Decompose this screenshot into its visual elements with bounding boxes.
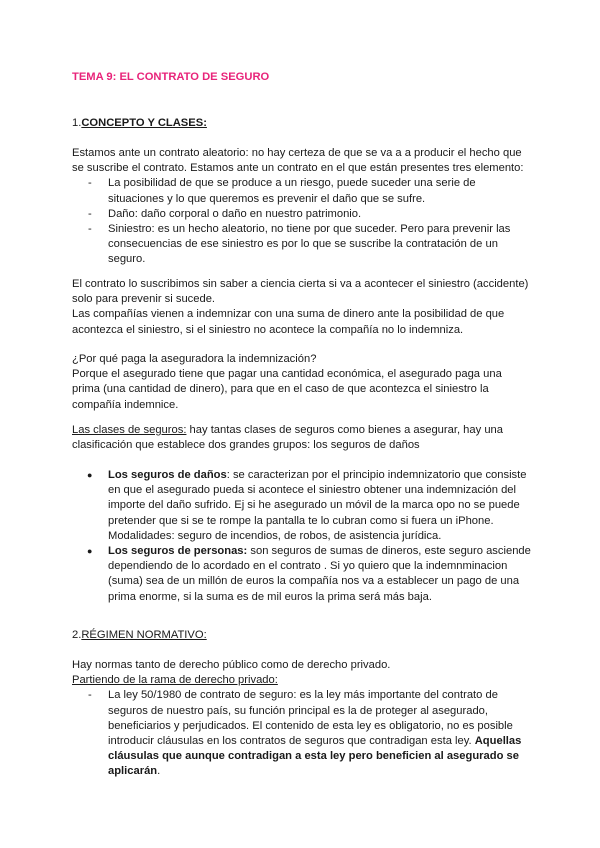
insurance-types-list xyxy=(72,468,532,605)
section-1-heading xyxy=(72,116,532,131)
bullet-text: son seguros de sumas de dineros, este seguro asciende dependiendo de lo acordado en el contrato . Si yo quiero que la indemnminacion (suma) sea de un millón de euros la compañía nos va a establecer un pago de una prima enorme, si la suma es de mil euros la prima será más baja. xyxy=(108,545,531,603)
item-text: La ley 50/1980 de contrato de seguro: es la ley más importante del contrato de seguros de nuestro país, su función principal es la de proteger al asegurado, beneficiarios y perjudicados. El contenido de esta ley es obligatorio, no es posible introducir cláusulas en los contratos de seguros que contradigan esta ley. xyxy=(108,689,513,748)
clases-label: Las clases de seguros: xyxy=(72,424,187,436)
question: ¿Por qué paga la aseguradora la indemnización? xyxy=(72,353,317,365)
section-2-title: RÉGIMEN NORMATIVO: xyxy=(81,629,207,641)
section-1-title: CONCEPTO Y CLASES: xyxy=(81,117,207,129)
clases-block xyxy=(72,423,532,453)
insurance-types-block xyxy=(72,468,532,605)
paragraph-block xyxy=(72,277,532,338)
subheading: Partiendo de la rama de derecho privado: xyxy=(72,674,278,687)
section-2-body xyxy=(72,658,532,780)
item-end: . xyxy=(157,765,161,778)
elements-list xyxy=(72,176,532,267)
section-2-number: 2. xyxy=(72,629,82,641)
paragraph: El contrato lo suscribimos sin saber a ciencia cierta si va a acontecer el siniestro (accidente) solo para prevenir si sucede. xyxy=(72,278,529,306)
normative-list xyxy=(72,688,532,779)
paragraph: Las compañías vienen a indemnizar con una suma de dinero ante la posibilidad de que acontezca el siniestro, si el siniestro no acontece la compañía no lo indemniza. xyxy=(72,308,505,336)
section-1-number: 1. xyxy=(72,117,82,129)
list-item xyxy=(72,468,532,544)
document-title: TEMA 9: EL CONTRATO DE SEGURO xyxy=(72,71,270,83)
list-item: - La posibilidad de que se produce a un riesgo, puede suceder una serie de situaciones y lo que queremos es prevenir el daño que se sufre. xyxy=(72,176,532,206)
list-item xyxy=(72,544,532,605)
list-item xyxy=(72,688,532,779)
list-item: - Daño: daño corporal o daño en nuestro patrimonio. xyxy=(72,207,532,222)
bullet-text: : se caracterizan por el principio indemnizatorio que consiste en que el asegurado pueda si acontece el siniestro obtener una indemnización del importe del daño sufrido. Ej si he asegurado un móvil de la marca opo no se puede pretender que si se te rompe la pantalla te lo cubran como si fuera un iPhone. Modalidades: seguro de incendios, de robos, de asistencia jurídica. xyxy=(108,469,527,542)
question-answer: Porque el asegurado tiene que pagar una cantidad económica, el asegurado paga una prima (una cantidad de dinero), para que en el caso de que acontezca el siniestro la compañía indemnice. xyxy=(72,368,502,411)
question-block xyxy=(72,352,532,413)
section-2-heading xyxy=(72,628,532,643)
section-1-intro-block xyxy=(72,146,532,268)
bullet-bold: Los seguros de daños xyxy=(108,469,227,481)
section-1-intro: Estamos ante un contrato aleatorio: no hay certeza de que se va a a producir el hecho que se suscribe el contrato. Estamos ante un contrato en el que están presentes tres elemento: xyxy=(72,147,524,175)
bullet-bold: Los seguros de personas: xyxy=(108,545,248,558)
item-bold: Aquellas cláusulas que aunque contradigan a esta ley pero beneficien al asegurado se aplicarán xyxy=(108,735,522,778)
list-item: - Siniestro: es un hecho aleatorio, no tiene por que suceder. Pero para prevenir las consecuencias de ese siniestro es por lo que se suscribe la contratación de un seguro. xyxy=(72,222,532,268)
clases-text: hay tantas clases de seguros como bienes a asegurar, hay una clasificación que establece dos grandes grupos: los seguros de daños xyxy=(72,424,503,452)
paragraph: Hay normas tanto de derecho público como de derecho privado. xyxy=(72,659,391,671)
